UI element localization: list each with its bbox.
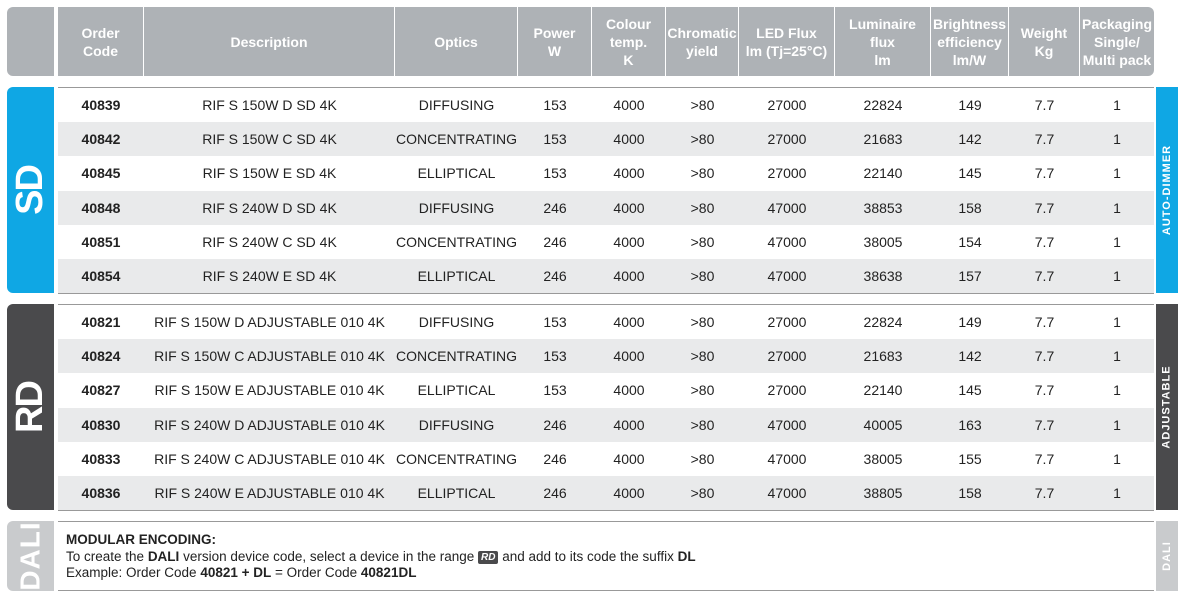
cell-temp: 4000	[613, 165, 645, 182]
cell-desc: RIF S 240W E SD 4K	[202, 268, 337, 285]
cell-weight: 7.7	[1034, 165, 1055, 182]
rd-mini-logo: RD	[478, 551, 498, 564]
cell-lumflux: 38805	[863, 485, 903, 502]
header-code: Order Code	[58, 7, 144, 76]
cell-cri: >80	[690, 233, 715, 250]
header-weight: Weight Kg	[1009, 7, 1080, 76]
cell-power: 153	[543, 165, 567, 182]
cell-power: 153	[543, 97, 567, 114]
cell-code: 40848	[81, 199, 121, 216]
note-line-2: Example: Order Code 40821 + DL = Order Code 40821DL	[66, 565, 417, 580]
cell-temp: 4000	[613, 485, 645, 502]
cell-ledflux: 47000	[767, 233, 807, 250]
cell-cri: >80	[690, 97, 715, 114]
cell-cri: >80	[690, 416, 715, 433]
cell-eff: 149	[958, 314, 982, 331]
cell-lumflux: 21683	[863, 131, 903, 148]
cell-optics: ELLIPTICAL	[417, 382, 496, 399]
table-header	[58, 7, 1154, 76]
cell-desc: RIF S 150W C SD 4K	[202, 131, 337, 148]
cell-optics: CONCENTRATING	[395, 348, 518, 365]
header-corner-tab	[7, 7, 54, 76]
dali-logo-tab	[7, 521, 54, 591]
cell-weight: 7.7	[1034, 233, 1055, 250]
header-lumflux: Luminaire flux lm	[835, 7, 931, 76]
cell-power: 246	[543, 485, 567, 502]
cell-cri: >80	[690, 485, 715, 502]
cell-lumflux: 38638	[863, 268, 903, 285]
cell-code: 40827	[81, 382, 121, 399]
cell-pack: 1	[1113, 268, 1121, 285]
cell-lumflux: 40005	[863, 416, 903, 433]
cell-code: 40824	[81, 348, 121, 365]
header-eff: Brightness efficiency lm/W	[931, 7, 1009, 76]
cell-desc: RIF S 150W E SD 4K	[202, 165, 337, 182]
cell-ledflux: 47000	[767, 268, 807, 285]
cell-temp: 4000	[613, 131, 645, 148]
cell-desc: RIF S 240W E ADJUSTABLE 010 4K	[154, 485, 385, 502]
cell-eff: 142	[958, 131, 982, 148]
cell-optics: ELLIPTICAL	[417, 165, 496, 182]
cell-eff: 149	[958, 97, 982, 114]
cell-cri: >80	[690, 268, 715, 285]
cell-pack: 1	[1113, 233, 1121, 250]
cell-temp: 4000	[613, 199, 645, 216]
cell-temp: 4000	[613, 450, 645, 467]
rd-logo: RD	[9, 381, 52, 433]
cell-weight: 7.7	[1034, 131, 1055, 148]
cell-weight: 7.7	[1034, 348, 1055, 365]
table-row	[58, 259, 1154, 293]
cell-ledflux: 27000	[767, 348, 807, 365]
cell-eff: 142	[958, 348, 982, 365]
cell-power: 246	[543, 416, 567, 433]
cell-optics: CONCENTRATING	[395, 233, 518, 250]
modular-encoding-note	[58, 521, 1154, 591]
cell-pack: 1	[1113, 382, 1121, 399]
cell-power: 246	[543, 199, 567, 216]
cell-weight: 7.7	[1034, 199, 1055, 216]
cell-optics: DIFFUSING	[418, 314, 495, 331]
table-row	[58, 88, 1154, 122]
cell-pack: 1	[1113, 165, 1121, 182]
cell-power: 153	[543, 348, 567, 365]
cell-ledflux: 47000	[767, 485, 807, 502]
cell-ledflux: 27000	[767, 131, 807, 148]
cell-code: 40845	[81, 165, 121, 182]
note-line-1: To create the DALI version device code, select a device in the range RD and add to its code the suffix DL	[66, 548, 696, 564]
rd-table	[58, 304, 1154, 511]
sd-logo: SD	[9, 165, 52, 215]
rd-side-label: ADJUSTABLE	[1161, 365, 1174, 449]
header-ledflux: LED Flux lm (Tj=25°C)	[739, 7, 835, 76]
cell-code: 40836	[81, 485, 121, 502]
cell-eff: 145	[958, 382, 982, 399]
cell-code: 40842	[81, 131, 121, 148]
rd-side-tab	[1156, 304, 1178, 510]
rd-logo-tab	[7, 304, 54, 510]
header-desc: Description	[144, 7, 395, 76]
cell-pack: 1	[1113, 131, 1121, 148]
cell-lumflux: 22140	[863, 165, 903, 182]
header-power: Power W	[518, 7, 592, 76]
cell-lumflux: 22824	[863, 97, 903, 114]
cell-temp: 4000	[613, 348, 645, 365]
cell-weight: 7.7	[1034, 416, 1055, 433]
cell-power: 246	[543, 268, 567, 285]
cell-ledflux: 47000	[767, 199, 807, 216]
cell-temp: 4000	[613, 314, 645, 331]
cell-code: 40833	[81, 450, 121, 467]
header-cri: Chromatic yield	[666, 7, 739, 76]
table-row	[58, 339, 1154, 373]
sd-side-tab	[1156, 87, 1178, 293]
cell-temp: 4000	[613, 268, 645, 285]
cell-desc: RIF S 150W C ADJUSTABLE 010 4K	[154, 348, 385, 365]
cell-optics: CONCENTRATING	[395, 450, 518, 467]
cell-eff: 154	[958, 233, 982, 250]
cell-weight: 7.7	[1034, 485, 1055, 502]
sd-table	[58, 87, 1154, 294]
cell-code: 40839	[81, 97, 121, 114]
table-row	[58, 373, 1154, 407]
cell-power: 153	[543, 131, 567, 148]
table-row	[58, 191, 1154, 225]
cell-power: 246	[543, 450, 567, 467]
cell-weight: 7.7	[1034, 97, 1055, 114]
cell-weight: 7.7	[1034, 268, 1055, 285]
table-row	[58, 476, 1154, 510]
cell-cri: >80	[690, 348, 715, 365]
cell-ledflux: 27000	[767, 165, 807, 182]
cell-pack: 1	[1113, 199, 1121, 216]
cell-pack: 1	[1113, 348, 1121, 365]
cell-lumflux: 21683	[863, 348, 903, 365]
cell-pack: 1	[1113, 314, 1121, 331]
cell-optics: DIFFUSING	[418, 416, 495, 433]
cell-pack: 1	[1113, 485, 1121, 502]
cell-cri: >80	[690, 165, 715, 182]
cell-desc: RIF S 150W E ADJUSTABLE 010 4K	[154, 382, 385, 399]
cell-lumflux: 22140	[863, 382, 903, 399]
table-row	[58, 156, 1154, 190]
cell-code: 40821	[81, 314, 121, 331]
cell-power: 246	[543, 233, 567, 250]
cell-optics: DIFFUSING	[418, 97, 495, 114]
cell-temp: 4000	[613, 97, 645, 114]
table-row	[58, 442, 1154, 476]
cell-cri: >80	[690, 199, 715, 216]
cell-lumflux: 38005	[863, 450, 903, 467]
cell-ledflux: 47000	[767, 450, 807, 467]
cell-eff: 158	[958, 485, 982, 502]
cell-cri: >80	[690, 450, 715, 467]
dali-side-label: DALI	[1161, 541, 1174, 571]
header-optics: Optics	[395, 7, 518, 76]
cell-eff: 155	[958, 450, 982, 467]
cell-lumflux: 22824	[863, 314, 903, 331]
cell-ledflux: 27000	[767, 382, 807, 399]
cell-code: 40830	[81, 416, 121, 433]
cell-cri: >80	[690, 382, 715, 399]
sd-side-label: AUTO-DIMMER	[1161, 144, 1174, 236]
cell-weight: 7.7	[1034, 314, 1055, 331]
header-temp: Colour temp. K	[592, 7, 666, 76]
cell-eff: 163	[958, 416, 982, 433]
cell-eff: 145	[958, 165, 982, 182]
cell-code: 40851	[81, 233, 121, 250]
cell-pack: 1	[1113, 97, 1121, 114]
cell-temp: 4000	[613, 382, 645, 399]
cell-desc: RIF S 150W D SD 4K	[202, 97, 337, 114]
cell-temp: 4000	[613, 233, 645, 250]
dali-logo: DALI	[14, 521, 46, 591]
cell-eff: 157	[958, 268, 982, 285]
table-row	[58, 305, 1154, 339]
dali-side-tab	[1156, 521, 1178, 591]
cell-power: 153	[543, 314, 567, 331]
cell-optics: CONCENTRATING	[395, 131, 518, 148]
cell-pack: 1	[1113, 450, 1121, 467]
cell-lumflux: 38853	[863, 199, 903, 216]
cell-ledflux: 27000	[767, 314, 807, 331]
cell-cri: >80	[690, 131, 715, 148]
table-row	[58, 122, 1154, 156]
cell-optics: ELLIPTICAL	[417, 268, 496, 285]
cell-optics: ELLIPTICAL	[417, 485, 496, 502]
cell-eff: 158	[958, 199, 982, 216]
cell-pack: 1	[1113, 416, 1121, 433]
header-pack: Packaging Single/ Multi pack	[1080, 7, 1154, 76]
cell-optics: DIFFUSING	[418, 199, 495, 216]
table-row	[58, 408, 1154, 442]
cell-desc: RIF S 240W C SD 4K	[202, 233, 337, 250]
cell-code: 40854	[81, 268, 121, 285]
cell-desc: RIF S 240W D SD 4K	[202, 199, 337, 216]
table-row	[58, 225, 1154, 259]
cell-power: 153	[543, 382, 567, 399]
cell-weight: 7.7	[1034, 450, 1055, 467]
cell-weight: 7.7	[1034, 382, 1055, 399]
cell-lumflux: 38005	[863, 233, 903, 250]
note-title: MODULAR ENCODING:	[66, 532, 216, 547]
cell-desc: RIF S 240W C ADJUSTABLE 010 4K	[154, 450, 385, 467]
cell-desc: RIF S 240W D ADJUSTABLE 010 4K	[154, 416, 385, 433]
cell-ledflux: 27000	[767, 97, 807, 114]
sd-logo-tab	[7, 87, 54, 293]
cell-desc: RIF S 150W D ADJUSTABLE 010 4K	[154, 314, 385, 331]
cell-ledflux: 47000	[767, 416, 807, 433]
cell-cri: >80	[690, 314, 715, 331]
cell-temp: 4000	[613, 416, 645, 433]
